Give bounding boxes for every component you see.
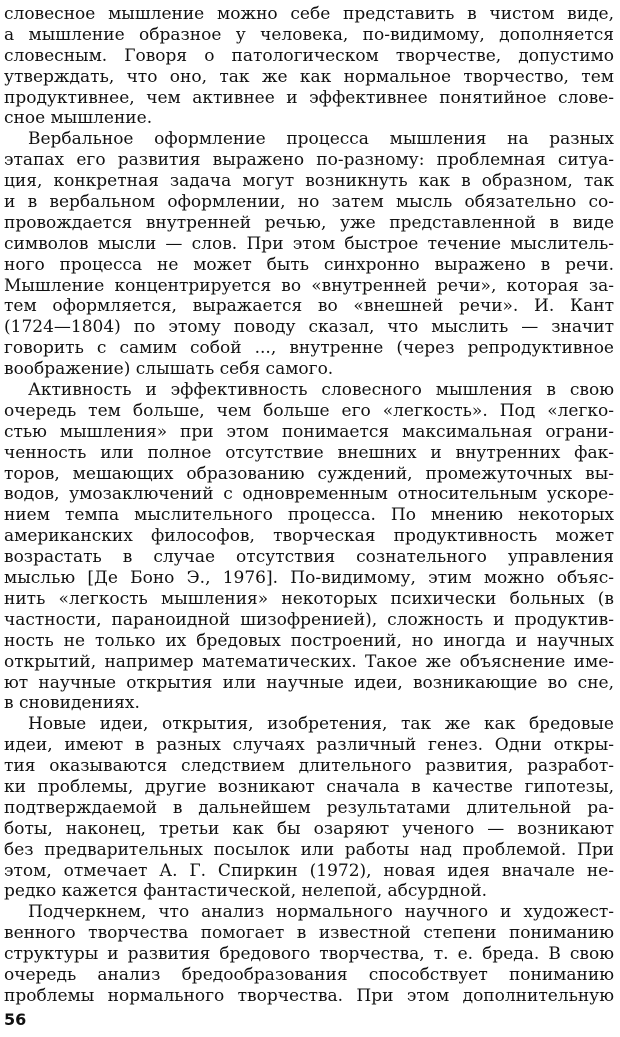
text-line: ки проблемы, другие возникают сначала в качестве гипотезы, (4, 776, 614, 797)
text-line: провождается внутренней речью, уже представленной в виде (4, 212, 614, 233)
text-line: подтверждаемой в дальнейшем результатами длительной ра- (4, 797, 614, 818)
paragraph (4, 380, 614, 714)
text-line: ность не только их бредовых построений, но иногда и научных (4, 630, 614, 651)
text-line: этом, отмечает А. Г. Спиркин (1972), новая идея вначале не- (4, 860, 614, 881)
text-line: очередь анализ бредообразования способствует пониманию (4, 964, 614, 985)
paragraph (4, 714, 614, 902)
text-line: утверждать, что оно, так же как нормальное творчество, тем (4, 66, 614, 87)
text-line: символов мысли — слов. При этом быстрое течение мыслитель- (4, 233, 614, 254)
text-line: тия оказываются следствием длительного развития, разработ- (4, 756, 614, 777)
text-line: и в вербальном оформлении, но затем мысль обязательно со- (4, 192, 614, 213)
text-line: словесным. Говоря о патологическом творчестве, допустимо (4, 45, 614, 66)
text-line: без предварительных посылок или работы над проблемой. При (4, 839, 614, 860)
paragraph (4, 902, 614, 1006)
text-line: а мышление образное у человека, по-видимому, дополняется (4, 24, 614, 45)
text-line: венного творчества помогает в известной степени пониманию (4, 923, 614, 944)
paragraph (4, 4, 614, 129)
text-line: структуры и развития бредового творчества, т. е. бреда. В свою (4, 944, 614, 965)
text-line: нием темпа мыслительного процесса. По мнению некоторых (4, 505, 614, 526)
text-line: проблемы нормального творчества. При этом дополнительную (4, 985, 614, 1006)
text-line: торов, мешающих образованию суждений, промежуточных вы- (4, 463, 614, 484)
text-line: в сновидениях. (4, 693, 140, 714)
text-line: говорить с самим собой ..., внутренне (через репродуктивное (4, 338, 614, 359)
text-line: Активность и эффективность словесного мышления в свою (28, 380, 614, 401)
text-line: частности, параноидной шизофренией), сложность и продуктив- (4, 609, 614, 630)
text-line: ют научные открытия или научные идеи, возникающие во сне, (4, 672, 614, 693)
text-line: словесное мышление можно себе представить в чистом виде, (4, 4, 614, 24)
text-line: воображение) слышать себя самого. (4, 359, 334, 380)
text-line: мыслью [Де Боно Э., 1976]. По-видимому, этим можно объяс- (4, 568, 614, 589)
text-line: Мышление концентрируется во «внутренней речи», которая за- (4, 275, 614, 296)
text-line: продуктивнее, чем активнее и эффективнее понятийное слове- (4, 87, 614, 108)
page-number: 56 (4, 1010, 27, 1029)
text-line: сное мышление. (4, 108, 153, 129)
text-line: ченность или полное отсутствие внешних и внутренних фак- (4, 442, 614, 463)
text-line: очередь тем больше, чем больше его «легкость». Под «легко- (4, 400, 614, 421)
text-line: ция, конкретная задача могут возникнуть как в образном, так (4, 171, 614, 192)
text-line: Подчеркнем, что анализ нормального научного и художест- (28, 902, 614, 923)
text-line: американских философов, творческая продуктивность может (4, 526, 614, 547)
text-line: водов, умозаключений с одновременным относительным ускоре- (4, 484, 614, 505)
text-line: тем оформляется, выражается во «внешней речи». И. Кант (4, 296, 614, 317)
text-line: этапах его развития выражено по-разному: проблемная ситуа- (4, 150, 614, 171)
text-line: возрастать в случае отсутствия сознательного управления (4, 547, 614, 568)
text-line: боты, наконец, третьи как бы озаряют ученого — возникают (4, 818, 614, 839)
body-text (4, 4, 614, 1007)
text-line: открытий, например математических. Такое же объяснение име- (4, 651, 614, 672)
text-line: нить «легкость мышления» некоторых психически больных (в (4, 588, 614, 609)
text-line: стью мышления» при этом понимается максимальная ограни- (4, 421, 614, 442)
text-line: редко кажется фантастической, нелепой, абсурдной. (4, 881, 488, 902)
text-line: ного процесса не может быть синхронно выражено в речи. (4, 254, 614, 275)
text-line: Новые идеи, открытия, изобретения, так же как бредовые (28, 714, 614, 735)
text-line: (1724—1804) по этому поводу сказал, что мыслить — значит (4, 317, 614, 338)
paragraph (4, 129, 614, 380)
text-line: Вербальное оформление процесса мышления на разных (28, 129, 614, 150)
text-line: идеи, имеют в разных случаях различный генез. Одни откры- (4, 735, 614, 756)
